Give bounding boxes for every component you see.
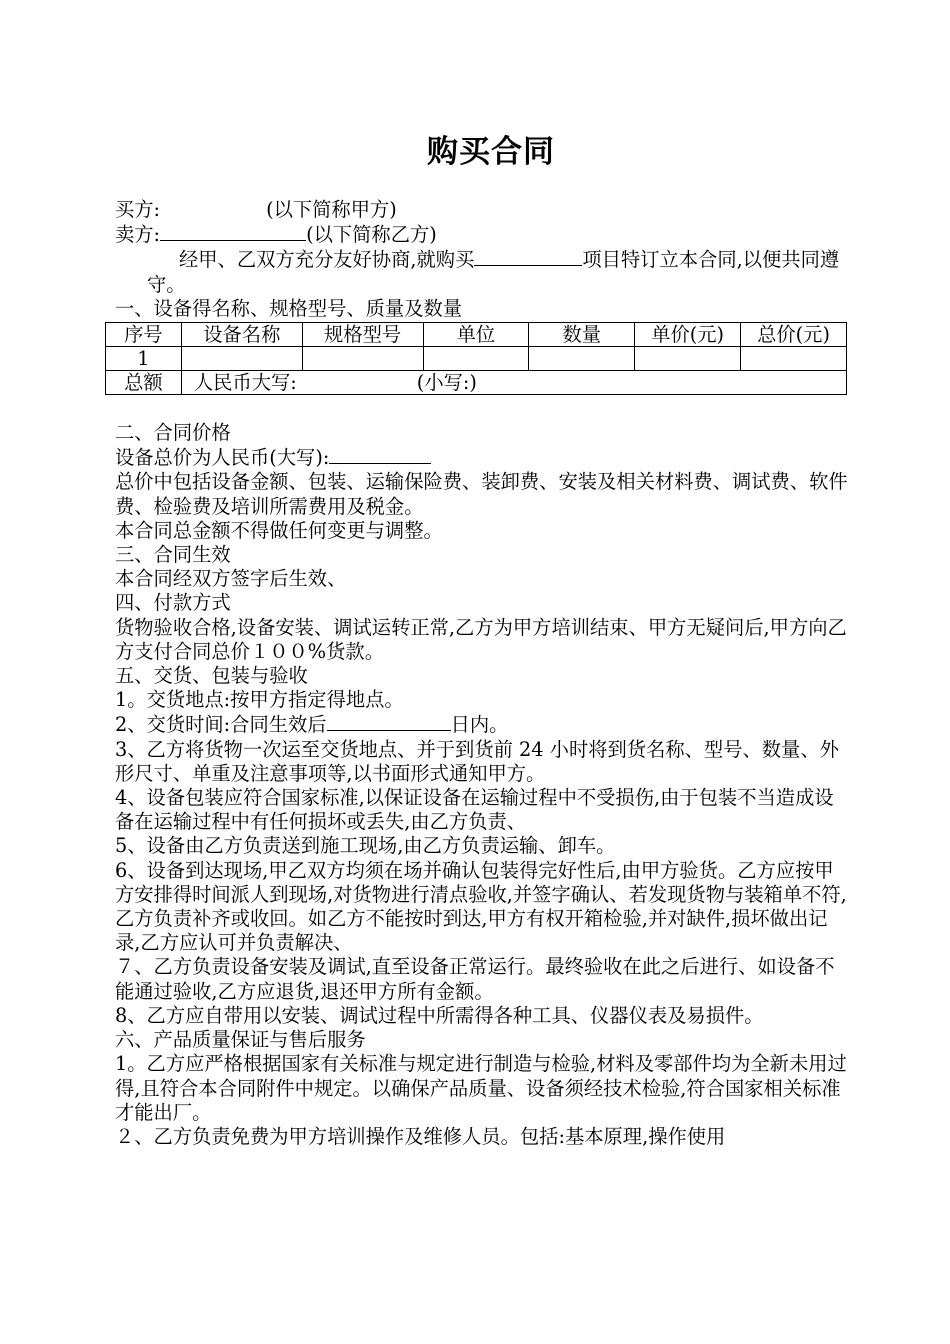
- table-header-row: [106, 323, 847, 347]
- page-title: 购买合同: [427, 134, 555, 170]
- buyer-line: [115, 198, 850, 222]
- section1-heading: 一、设备得名称、规格型号、质量及数量: [115, 296, 463, 320]
- contract-body: [115, 198, 850, 1149]
- cell-empty: [423, 347, 529, 371]
- col-header-name: 设备名称: [181, 323, 302, 347]
- delivery-time-label: 2、交货时间:合同生效后: [115, 713, 327, 737]
- cell-empty: [181, 347, 302, 371]
- no-change-text: 本合同总金额不得做任何变更与调整。: [115, 518, 443, 542]
- col-header-qty: 数量: [529, 323, 635, 347]
- intro-text-a: 经甲、乙双方充分友好协商,就购买: [179, 248, 475, 272]
- col-header-unit-price: 单价(元): [635, 323, 741, 347]
- seller-blank: [160, 222, 306, 241]
- project-blank: [474, 247, 582, 266]
- cell-empty: [529, 347, 635, 371]
- intro-text-b: 项目特订立本合同,以便共同遵守。: [147, 248, 840, 296]
- equipment-table: [105, 322, 847, 395]
- col-header-model: 规格型号: [302, 323, 423, 347]
- section5-heading: 五、交货、包装与验收: [115, 664, 308, 688]
- delivery-item-6: 6、设备到达现场,甲乙双方均须在场并确认包装得完好性后,由甲方验货。乙方应按甲方安排得时间派人到现场,对货物进行清点验收,并签字确认、若发现货物与装箱单不符,乙方负责补齐或收回。如乙方不能按时到达,甲方有权开箱检验,并对缺件,损坏做出记录,乙方应认可并负责解决、: [115, 858, 847, 955]
- quality-item-2: ２、乙方负责免费为甲方培训操作及维修人员。包括:基本原理,操作使用: [115, 1124, 726, 1148]
- delivery-item-2: [115, 712, 850, 737]
- buyer-note: (以下简称甲方): [266, 198, 397, 221]
- total-price-line: [115, 445, 850, 470]
- seller-label: 卖方:: [115, 223, 161, 247]
- delivery-time-suffix: 日内。: [450, 713, 509, 737]
- delivery-item-8: 8、乙方应自带用以安装、调试过程中所需得各种工具、仪器仪表及易损件。: [115, 1003, 764, 1027]
- cell-empty: [635, 347, 741, 371]
- row-number: 1: [106, 347, 182, 371]
- section4-heading: 四、付款方式: [115, 591, 231, 615]
- cell-empty: [741, 347, 847, 371]
- total-price-label: 设备总价为人民币(大写):: [115, 446, 330, 470]
- rmb-upper-label: 人民币大写:: [193, 371, 297, 395]
- col-header-unit: 单位: [423, 323, 529, 347]
- total-amount-cell: [181, 371, 846, 395]
- col-header-no: 序号: [106, 323, 182, 347]
- delivery-item-5: 5、设备由乙方负责送到施工现场,由乙方负责运输、卸车。: [115, 834, 616, 858]
- quality-item-1: 1。乙方应严格根据国家有关标准与规定进行制造与检验,材料及零部件均为全新未用过得,且符合本合同附件中规定。以确保产品质量、设备须经技术检验,符合国家相关标准才能出厂。: [115, 1052, 847, 1124]
- buyer-label: 买方:: [115, 198, 161, 221]
- seller-note: (以下简称乙方): [306, 223, 437, 247]
- section2-heading: 二、合同价格: [115, 421, 231, 445]
- total-label: 总额: [106, 371, 182, 395]
- seller-line: [115, 222, 850, 247]
- table-total-row: [106, 371, 847, 395]
- effective-text: 本合同经双方签字后生效、: [115, 567, 347, 591]
- section6-heading: 六、产品质量保证与售后服务: [115, 1028, 366, 1052]
- delivery-item-1: 1。交货地点:按甲方指定得地点。: [115, 688, 404, 712]
- rmb-lower-label: (小写:): [416, 371, 477, 395]
- section3-heading: 三、合同生效: [115, 543, 231, 567]
- price-includes-text: 总价中包括设备金额、包装、运输保险费、装卸费、安装及相关材料费、调试费、软件费、检验费及培训所需费用及税金。: [115, 470, 848, 518]
- table-row: [106, 347, 847, 371]
- delivery-days-blank: [327, 712, 451, 731]
- delivery-item-4: 4、设备包装应符合国家标准,以保证设备在运输过程中不受损伤,由于包装不当造成设备在运输过程中有任何损坏或丢失,由乙方负责、: [115, 786, 834, 834]
- intro-paragraph: [115, 247, 850, 296]
- delivery-item-7: ７、乙方负责设备安装及调试,直至设备正常运行。最终验收在此之后进行、如设备不能通过验收,乙方应退货,退还甲方所有金额。: [115, 955, 835, 1003]
- payment-text: 货物验收合格,设备安装、调试运转正常,乙方为甲方培训结束、甲方无疑问后,甲方向乙方支付合同总价１００%货款。: [115, 615, 847, 663]
- total-price-blank: [329, 445, 431, 464]
- cell-empty: [302, 347, 423, 371]
- delivery-item-3: 3、乙方将货物一次运至交货地点、并于到货前 24 小时将到货名称、型号、数量、外形尺寸、单重及注意事项等,以书面形式通知甲方。: [115, 737, 839, 785]
- col-header-total-price: 总价(元): [741, 323, 847, 347]
